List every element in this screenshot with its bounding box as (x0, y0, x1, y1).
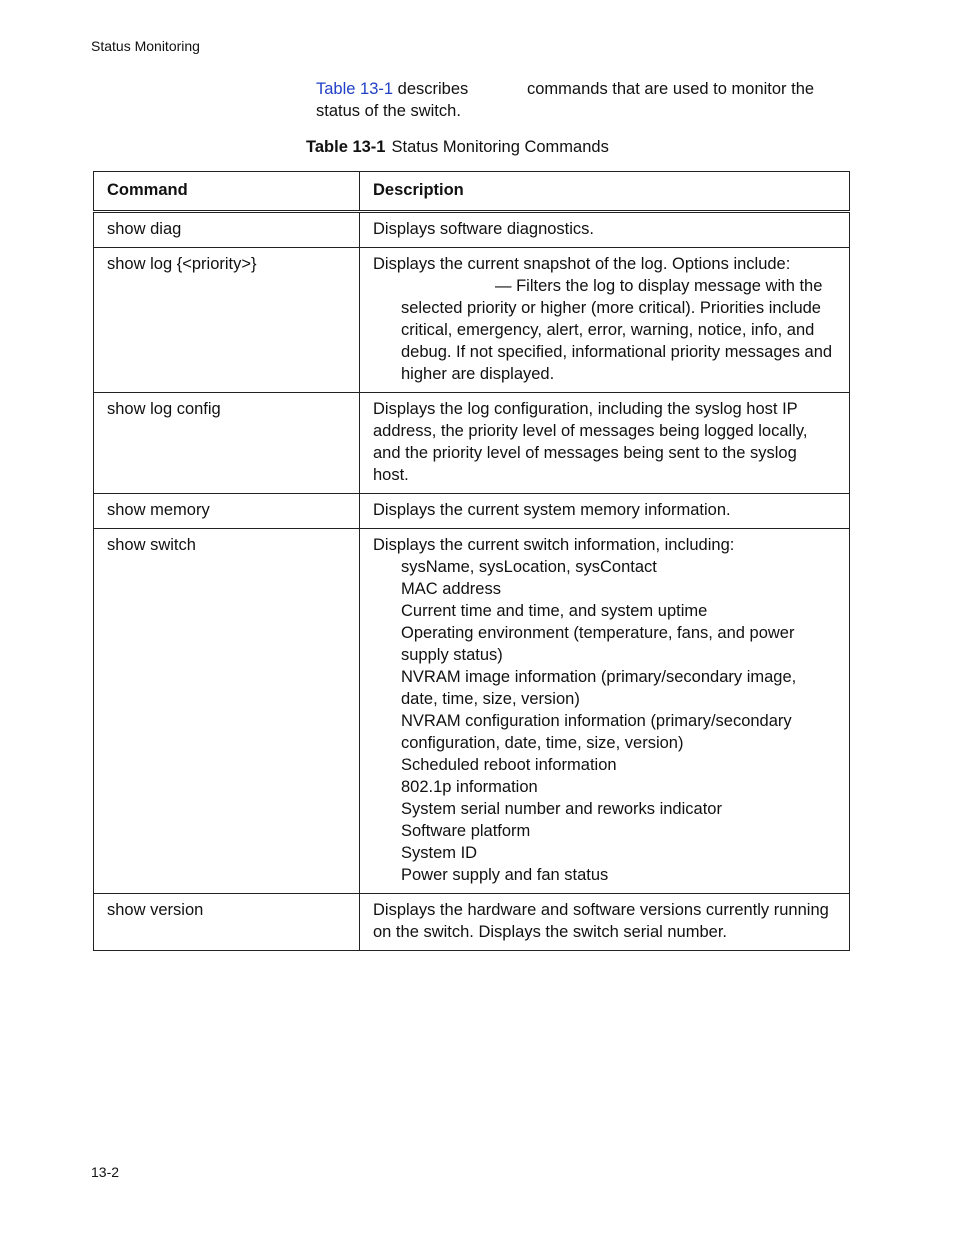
table-caption-label: Table 13-1 (306, 138, 386, 156)
table-caption (306, 138, 609, 157)
option-description-first-line: — Filters the log to display message with the (495, 277, 823, 295)
table-row (94, 494, 850, 529)
running-header: Status Monitoring (91, 38, 200, 54)
list-item: System serial number and reworks indicator (401, 800, 722, 818)
table-reference-link[interactable]: Table 13-1 (316, 80, 394, 98)
list-item: sysName, sysLocation, sysContact (401, 558, 657, 576)
list-item: System ID (401, 844, 478, 862)
command-cell: show version (94, 894, 360, 951)
status-commands-table (93, 171, 850, 951)
column-header-command: Command (94, 172, 360, 212)
option-description: selected priority or higher (more critical). Priorities include critical, emergency, alert, error, warning, notice, info, and debug. If not specified, informational priority messages and higher are displayed. (401, 299, 833, 383)
list-item: Scheduled reboot information (401, 756, 617, 774)
list-item: NVRAM configuration information (primary/secondary configuration, date, time, size, version) (401, 712, 792, 752)
list-item: NVRAM image information (primary/secondary image, date, time, size, version) (401, 668, 797, 708)
list-item: Current time and time, and system uptime (401, 602, 708, 620)
description-cell (360, 248, 850, 393)
intro-text-a: describes (393, 80, 469, 98)
list-item: 802.1p information (401, 778, 538, 796)
table-row (94, 529, 850, 894)
description-text: Displays the current switch information, including: (373, 536, 735, 554)
description-text: Displays the current snapshot of the log. Options include: (373, 255, 791, 273)
list-item: Power supply and fan status (401, 866, 609, 884)
table-row (94, 393, 850, 494)
list-item: MAC address (401, 580, 501, 598)
description-cell: Displays software diagnostics. (360, 212, 850, 248)
intro-paragraph (316, 78, 856, 122)
intro-text-b: commands that are used to monitor the (527, 80, 815, 98)
command-cell: show diag (94, 212, 360, 248)
description-cell: Displays the hardware and software versions currently running on the switch. Displays the switch serial number. (360, 894, 850, 951)
command-cell: show log {<priority>} (94, 248, 360, 393)
list-item: Software platform (401, 822, 531, 840)
command-cell: show memory (94, 494, 360, 529)
table-header-row (94, 172, 850, 212)
description-cell: Displays the current system memory information. (360, 494, 850, 529)
intro-text-line2: status of the switch. (316, 102, 461, 120)
command-cell: show log config (94, 393, 360, 494)
description-cell (360, 529, 850, 894)
table-caption-title: Status Monitoring Commands (391, 138, 609, 156)
table-row (94, 894, 850, 951)
table-row (94, 248, 850, 393)
command-cell: show switch (94, 529, 360, 894)
column-header-description: Description (360, 172, 850, 212)
table-row (94, 212, 850, 248)
list-item: Operating environment (temperature, fans, and power supply status) (401, 624, 795, 664)
page-number: 13-2 (91, 1164, 120, 1180)
description-cell: Displays the log configuration, including the syslog host IP address, the priority level of messages being logged locally, and the priority level of messages being sent to the syslog host. (360, 393, 850, 494)
